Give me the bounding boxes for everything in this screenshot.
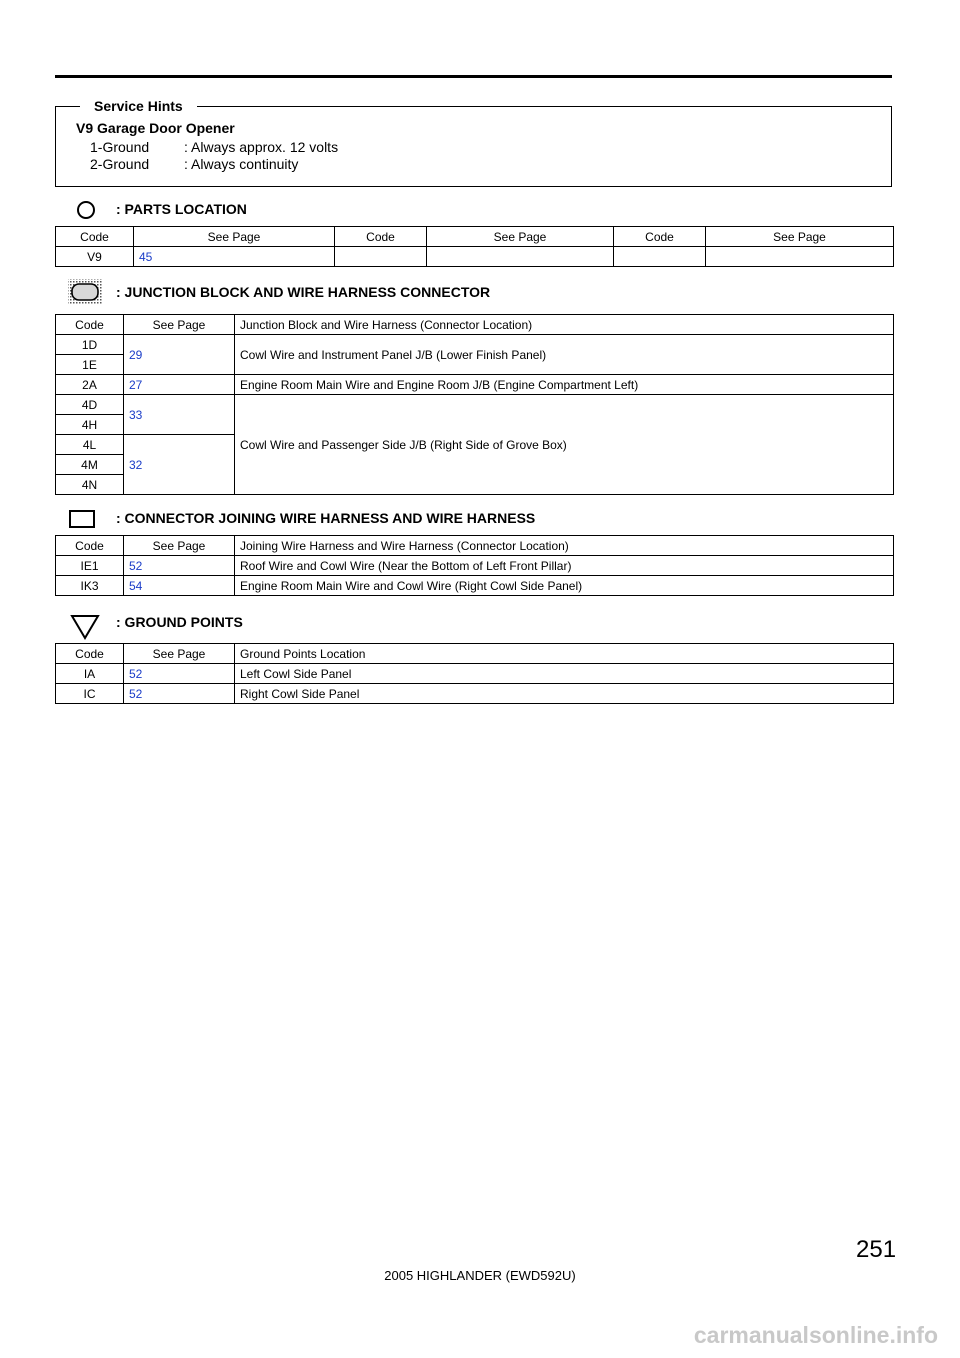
column-header: See Page (706, 227, 894, 247)
code-cell: 1E (56, 355, 124, 375)
column-header: Joining Wire Harness and Wire Harness (Connector Location) (235, 536, 894, 556)
code-cell: 4N (56, 475, 124, 495)
location-cell: Engine Room Main Wire and Engine Room J/B (Engine Compartment Left) (235, 375, 894, 395)
table-row (56, 576, 894, 596)
table-row (56, 247, 894, 267)
page-link[interactable]: 45 (134, 247, 335, 267)
junction-block-heading: : JUNCTION BLOCK AND WIRE HARNESS CONNECTOR (116, 284, 491, 300)
code-cell: 4H (56, 415, 124, 435)
column-header: Code (56, 227, 134, 247)
table-header-row (56, 644, 894, 664)
watermark: carmanualsonline.info (693, 1322, 938, 1348)
code-cell: 4D (56, 395, 124, 415)
table-row (56, 556, 894, 576)
location-cell: Roof Wire and Cowl Wire (Near the Bottom of Left Front Pillar) (235, 556, 894, 576)
column-header: Ground Points Location (235, 644, 894, 664)
location-cell: Right Cowl Side Panel (235, 684, 894, 704)
hint-value: : Always continuity (184, 156, 299, 172)
column-header: Code (56, 536, 124, 556)
column-header: Code (614, 227, 706, 247)
page-link[interactable]: 52 (124, 556, 235, 576)
code-cell: IA (56, 664, 124, 684)
column-header: Junction Block and Wire Harness (Connector Location) (235, 315, 894, 335)
junction-block-table (55, 314, 894, 495)
page-link[interactable]: 33 (124, 395, 235, 435)
table-row (56, 395, 894, 415)
code-cell: IC (56, 684, 124, 704)
hint-label: 1-Ground (90, 139, 150, 155)
table-row (56, 375, 894, 395)
column-header: See Page (124, 644, 235, 664)
table-row (56, 664, 894, 684)
code-cell: V9 (56, 247, 134, 267)
hint-value: : Always approx. 12 volts (184, 139, 339, 155)
ground-points-heading: : GROUND POINTS (116, 614, 243, 630)
page-link[interactable]: 54 (124, 576, 235, 596)
table-header-row (56, 536, 894, 556)
code-cell: 4M (56, 455, 124, 475)
connector-joining-rectangle-icon (69, 510, 95, 528)
connector-joining-heading: : CONNECTOR JOINING WIRE HARNESS AND WIRE HARNESS (116, 510, 536, 526)
table-header-row (56, 315, 894, 335)
column-header: Code (335, 227, 427, 247)
code-cell: 1D (56, 335, 124, 355)
code-cell (614, 247, 706, 267)
column-header: See Page (134, 227, 335, 247)
footer-model: 2005 HIGHLANDER (EWD592U) (384, 1268, 576, 1283)
column-header: See Page (124, 315, 235, 335)
location-cell: Left Cowl Side Panel (235, 664, 894, 684)
service-hints-box (55, 98, 892, 187)
page-link[interactable]: 32 (124, 435, 235, 495)
ground-point-triangle-icon (70, 614, 100, 640)
code-cell: IE1 (56, 556, 124, 576)
hint-line (90, 156, 298, 172)
parts-location-circle-icon (76, 200, 96, 220)
table-row (56, 684, 894, 704)
ground-points-table (55, 643, 894, 704)
hint-label: 2-Ground (90, 156, 150, 172)
page-link (427, 247, 614, 267)
code-cell: IK3 (56, 576, 124, 596)
page-link[interactable]: 52 (124, 664, 235, 684)
location-cell: Cowl Wire and Passenger Side J/B (Right Side of Grove Box) (235, 395, 894, 495)
column-header: See Page (427, 227, 614, 247)
table-header-row (56, 227, 894, 247)
location-cell: Cowl Wire and Instrument Panel J/B (Lower Finish Panel) (235, 335, 894, 375)
service-hints-title: Service Hints (80, 96, 197, 116)
parts-location-table (55, 226, 894, 267)
column-header: See Page (124, 536, 235, 556)
code-cell: 2A (56, 375, 124, 395)
connector-joining-table (55, 535, 894, 596)
page-number: 251 (856, 1236, 897, 1263)
column-header: Code (56, 315, 124, 335)
top-rule (55, 75, 892, 78)
page-link[interactable]: 52 (124, 684, 235, 704)
code-cell (335, 247, 427, 267)
table-row (56, 335, 894, 355)
column-header: Code (56, 644, 124, 664)
service-hints-item: V9 Garage Door Opener (76, 120, 235, 136)
page-link[interactable]: 29 (124, 335, 235, 375)
junction-block-icon (67, 278, 103, 306)
page-link (706, 247, 894, 267)
page-link[interactable]: 27 (124, 375, 235, 395)
hint-line (90, 139, 338, 155)
parts-location-heading: : PARTS LOCATION (116, 201, 247, 217)
location-cell: Engine Room Main Wire and Cowl Wire (Right Cowl Side Panel) (235, 576, 894, 596)
code-cell: 4L (56, 435, 124, 455)
